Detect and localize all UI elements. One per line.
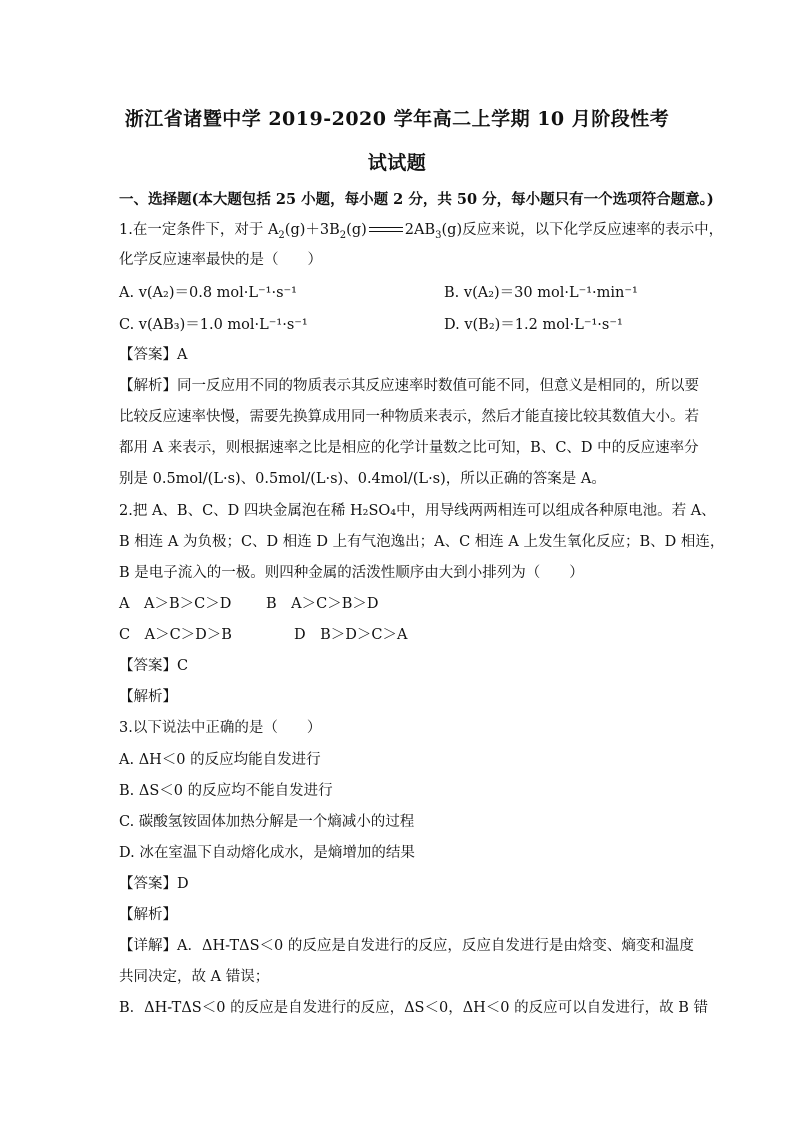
q3-option-d: D. 冰在室温下自动熔化成水，是熵增加的结果 — [119, 845, 415, 861]
q2-stem-line2: B 相连 A 为负极；C、D 相连 D 上有气泡逸出；A、C 相连 A 上发生氧化反应；B、D 相连， — [119, 534, 725, 550]
q1-stem-part-a: 1.在一定条件下，对于 A — [119, 222, 279, 238]
q3-detail-line2: 共同决定，故 A 错误； — [119, 969, 270, 985]
q1-analysis-line4: 别是 0.5mol/(L·s)、0.5mol/(L·s)、0.4mol/(L·s)，所以正确的答案是 A。 — [119, 471, 606, 487]
q2-option-a: A A＞B＞C＞D — [119, 596, 232, 612]
q1-analysis-line3: 都用 A 来表示，则根据速率之比是相应的化学计量数之比可知，B、C、D 中的反应速率分 — [119, 440, 699, 456]
q1-analysis-line2: 比较反应速率快慢，需要先换算成用同一种物质来表示，然后才能直接比较其数值大小。若 — [119, 409, 699, 425]
q2-option-c: C A＞C＞D＞B — [119, 627, 232, 643]
q3-detail-line1: 【详解】A．ΔH-TΔS＜0 的反应是自发进行的反应，反应自发进行是由焓变、熵变和温度 — [119, 938, 694, 954]
q3-option-b: B. ΔS＜0 的反应均不能自发进行 — [119, 783, 333, 799]
q1-option-b: B. v(A₂)＝30 mol·L⁻¹·min⁻¹ — [444, 285, 638, 301]
q1-stem-line2: 化学反应速率最快的是（ ） — [119, 252, 322, 268]
q1-option-d: D. v(B₂)＝1.2 mol·L⁻¹·s⁻¹ — [444, 317, 623, 333]
q1-option-c: C. v(AB₃)＝1.0 mol·L⁻¹·s⁻¹ — [119, 317, 308, 333]
q1-stem-part-e: (g)反应来说，以下化学反应速率的表示中， — [441, 222, 724, 238]
section-heading: 一、选择题(本大题包括 25 小题，每小题 2 分，共 50 分，每小题只有一个选项符合题意。) — [119, 191, 714, 208]
q1-analysis-line1: 【解析】同一反应用不同的物质表示其反应速率时数值可能不同，但意义是相同的，所以要 — [119, 378, 699, 394]
q1-stem-part-b: (g)＋3B — [284, 222, 340, 238]
doc-title-line2: 试试题 — [367, 152, 427, 174]
q2-answer: 【答案】C — [119, 658, 189, 674]
q2-stem-line1: 2.把 A、B、C、D 四块金属泡在稀 H₂SO₄中，用导线两两相连可以组成各种原电池。若 A、 — [119, 503, 716, 519]
q3-analysis: 【解析】 — [119, 907, 177, 923]
q2-option-b: B A＞C＞B＞D — [266, 596, 379, 612]
q2-analysis: 【解析】 — [119, 689, 177, 705]
q1-stem-part-c: (g) — [346, 222, 367, 238]
q2-option-d: D B＞D＞C＞A — [294, 627, 408, 643]
q1-stem-line1: 1.在一定条件下，对于 $A_2(g)+3B_2(g)$ $2AB_3(g)$反应来说，以下化学反应速率的表示中， — [119, 222, 724, 241]
q3-option-a: A. ΔH＜0 的反应均能自发进行 — [119, 752, 321, 768]
doc-title-line1: 浙江省诸暨中学 2019-2020 学年高二上学期 10 月阶段性考 — [124, 108, 670, 130]
q3-stem: 3.以下说法中正确的是（ ） — [119, 720, 322, 736]
q2-stem-line3: B 是电子流入的一极。则四种金属的活泼性顺序由大到小排列为（ ） — [119, 565, 584, 581]
q1-answer: 【答案】A — [119, 347, 188, 363]
equilibrium-arrow-icon — [369, 225, 403, 235]
q3-detail-line3: B．ΔH-TΔS＜0 的反应是自发进行的反应，ΔS＜0，ΔH＜0 的反应可以自发进行，故 B 错 — [119, 1000, 709, 1016]
q1-option-a: A. v(A₂)＝0.8 mol·L⁻¹·s⁻¹ — [119, 285, 297, 301]
q1-stem-part-d: 2AB — [404, 222, 436, 238]
q3-answer: 【答案】D — [119, 876, 189, 892]
q3-option-c: C. 碳酸氢铵固体加热分解是一个熵减小的过程 — [119, 814, 415, 830]
